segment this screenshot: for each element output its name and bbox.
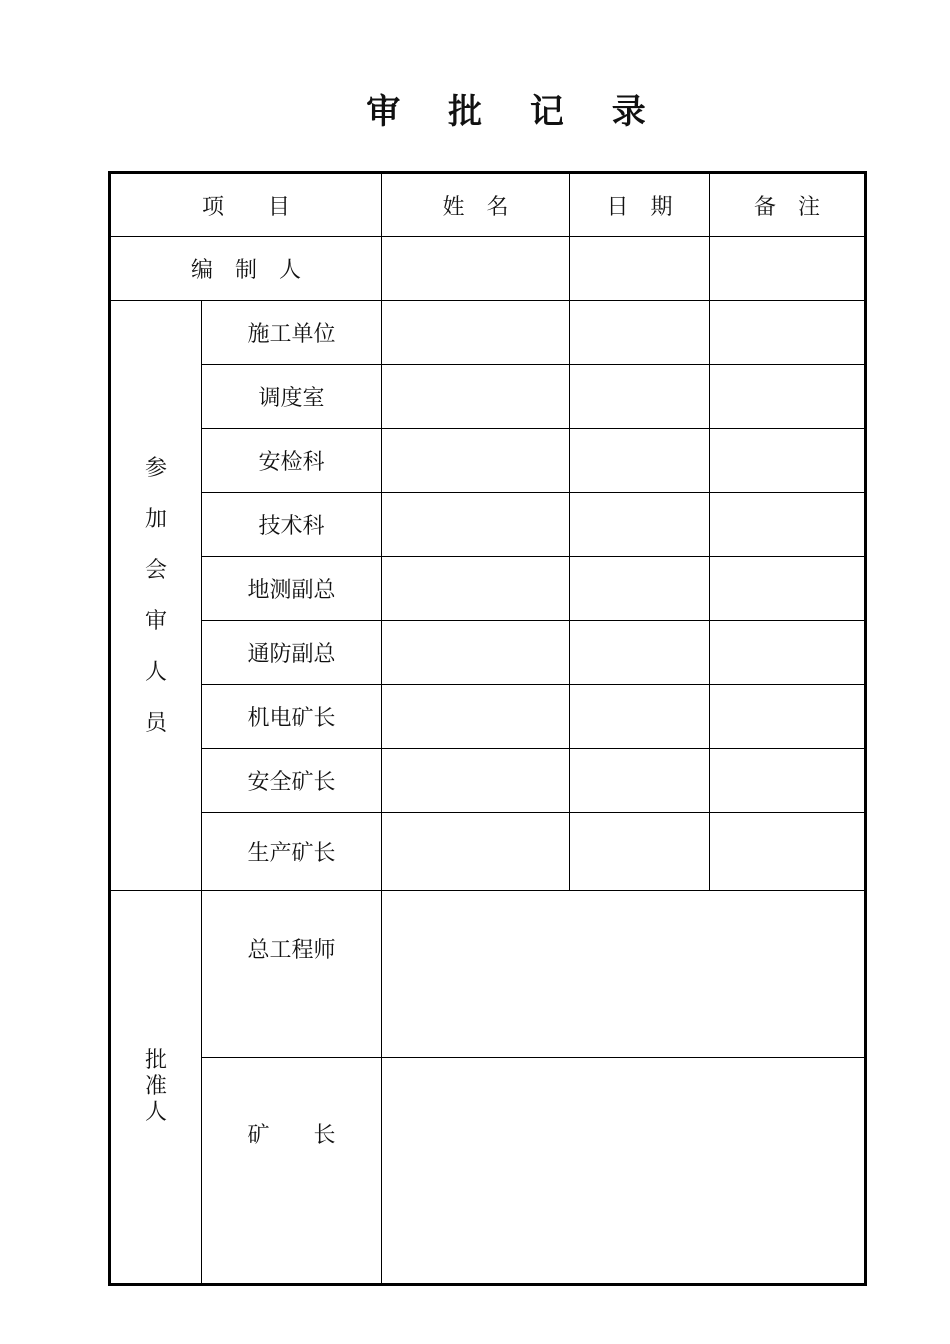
reviewer-date-cell[interactable] bbox=[570, 493, 710, 557]
header-remark: 备 注 bbox=[710, 173, 866, 237]
approver-role: 总工程师 bbox=[202, 891, 382, 1058]
reviewer-remark-cell[interactable] bbox=[710, 749, 866, 813]
header-row bbox=[110, 173, 866, 237]
reviewers-group-label bbox=[110, 301, 202, 891]
reviewer-remark-cell[interactable] bbox=[710, 365, 866, 429]
reviewer-name-cell[interactable] bbox=[382, 621, 570, 685]
reviewers-group-text: 参加会审人员 bbox=[145, 455, 168, 736]
reviewer-remark-cell[interactable] bbox=[710, 621, 866, 685]
reviewer-role: 机电矿长 bbox=[202, 685, 382, 749]
approver-row bbox=[110, 891, 866, 1058]
author-date-cell[interactable] bbox=[570, 237, 710, 301]
reviewer-name-cell[interactable] bbox=[382, 749, 570, 813]
reviewer-remark-cell[interactable] bbox=[710, 493, 866, 557]
page-title: 审 批 记 录 bbox=[366, 92, 664, 132]
reviewer-name-cell[interactable] bbox=[382, 813, 570, 891]
reviewer-row bbox=[110, 493, 866, 557]
approver-row bbox=[110, 1058, 866, 1285]
author-remark-cell[interactable] bbox=[710, 237, 866, 301]
approval-record-table bbox=[108, 171, 867, 1286]
author-row bbox=[110, 237, 866, 301]
reviewer-date-cell[interactable] bbox=[570, 365, 710, 429]
reviewer-row bbox=[110, 685, 866, 749]
reviewer-date-cell[interactable] bbox=[570, 813, 710, 891]
approver-signature-cell[interactable] bbox=[382, 891, 866, 1058]
approvers-group-label bbox=[110, 891, 202, 1285]
approvers-group-text: 批准人 bbox=[145, 1048, 168, 1125]
reviewer-row bbox=[110, 749, 866, 813]
reviewer-role: 安检科 bbox=[202, 429, 382, 493]
reviewer-row bbox=[110, 365, 866, 429]
header-name: 姓 名 bbox=[382, 173, 570, 237]
approver-role: 矿 长 bbox=[202, 1058, 382, 1285]
reviewer-row bbox=[110, 621, 866, 685]
author-label: 编 制 人 bbox=[110, 237, 382, 301]
reviewer-remark-cell[interactable] bbox=[710, 301, 866, 365]
reviewer-name-cell[interactable] bbox=[382, 429, 570, 493]
reviewer-date-cell[interactable] bbox=[570, 301, 710, 365]
reviewer-row bbox=[110, 813, 866, 891]
reviewer-role: 地测副总 bbox=[202, 557, 382, 621]
reviewer-name-cell[interactable] bbox=[382, 557, 570, 621]
reviewer-date-cell[interactable] bbox=[570, 621, 710, 685]
reviewer-remark-cell[interactable] bbox=[710, 429, 866, 493]
reviewer-remark-cell[interactable] bbox=[710, 813, 866, 891]
reviewer-name-cell[interactable] bbox=[382, 365, 570, 429]
header-item: 项 目 bbox=[110, 173, 382, 237]
reviewer-row bbox=[110, 301, 866, 365]
reviewer-row bbox=[110, 429, 866, 493]
reviewer-row bbox=[110, 557, 866, 621]
reviewer-date-cell[interactable] bbox=[570, 685, 710, 749]
reviewer-remark-cell[interactable] bbox=[710, 557, 866, 621]
reviewer-role: 施工单位 bbox=[202, 301, 382, 365]
reviewer-name-cell[interactable] bbox=[382, 493, 570, 557]
author-name-cell[interactable] bbox=[382, 237, 570, 301]
reviewer-name-cell[interactable] bbox=[382, 685, 570, 749]
reviewer-date-cell[interactable] bbox=[570, 557, 710, 621]
reviewer-name-cell[interactable] bbox=[382, 301, 570, 365]
reviewer-remark-cell[interactable] bbox=[710, 685, 866, 749]
reviewer-role: 通防副总 bbox=[202, 621, 382, 685]
header-date: 日 期 bbox=[570, 173, 710, 237]
reviewer-date-cell[interactable] bbox=[570, 429, 710, 493]
reviewer-role: 调度室 bbox=[202, 365, 382, 429]
reviewer-role: 技术科 bbox=[202, 493, 382, 557]
reviewer-date-cell[interactable] bbox=[570, 749, 710, 813]
reviewer-role: 生产矿长 bbox=[202, 813, 382, 891]
reviewer-role: 安全矿长 bbox=[202, 749, 382, 813]
approver-signature-cell[interactable] bbox=[382, 1058, 866, 1285]
